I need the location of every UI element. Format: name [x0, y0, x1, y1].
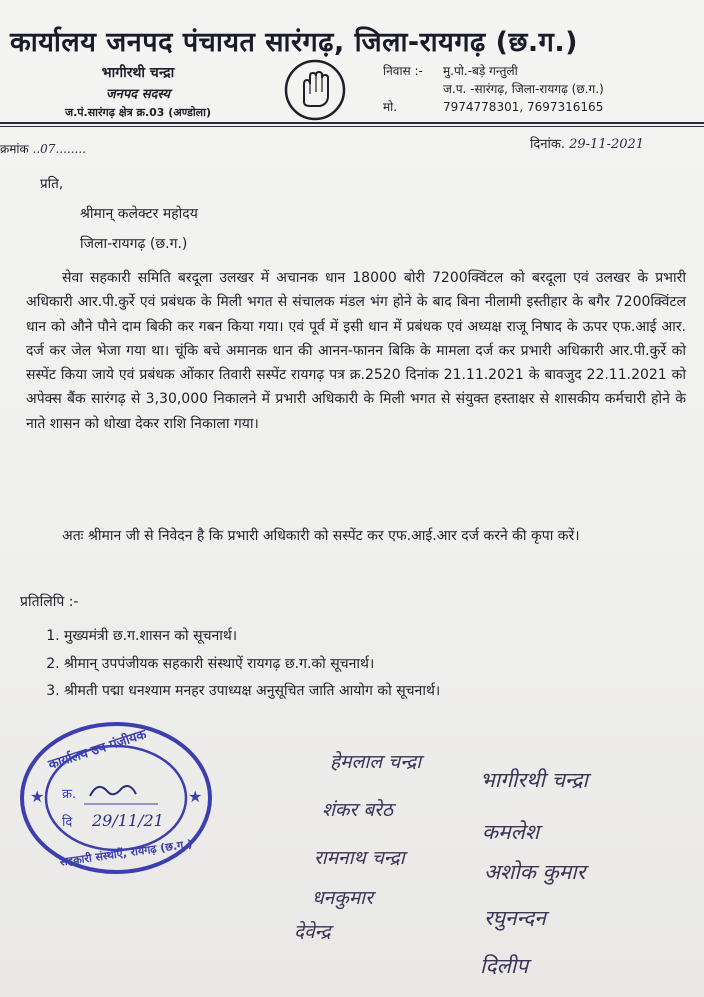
header-rule-thin	[0, 126, 704, 127]
signature: अशोक कुमार	[484, 860, 586, 884]
signature: दिलीप	[480, 954, 529, 978]
phone-numbers: 7974778301, 7697316165	[443, 100, 604, 114]
address-line-2: ज.प. -सारंगढ़, जिला-रायगढ़ (छ.ग.)	[443, 82, 604, 96]
stamp-star-icon: ★	[30, 787, 45, 806]
address-block	[383, 62, 701, 116]
stamp-di-label: दि	[62, 815, 73, 830]
address-label: निवास :-	[383, 64, 423, 78]
body-paragraph-1: सेवा सहकारी समिति बरदूला उलखर में अचानक धान 18000 बोरी 7200क्विंटल को बरदूला एवं उलखर के प्रभारी अधिकारी आर.पी.कुर्रे एवं प्रबंधक के मिली भगत से संचालक मंडल भंग होने के बाद बिना नीलामी इस्तीहार के बगैर 7200क्विंटल धान को औने पौने दाम बिकी कर गबन किया गया। एवं पूर्व में इसी धान में प्रबंधक एवं अध्यक्ष राजू निषाद के ऊपर एफ.आई आर. दर्ज कर जेल भेजा गया था। चूंकि बचे अमानक धान की आनन-फानन बिकि के मामला दर्ज कर प्रभारी अधिकारी आर.पी.कुर्रे को सस्पेंट किया जाये एवं प्रबंधक ओंकार तिवारी सस्पेंट रायगढ़ पत्र क्र.2520 दिनांक 21.11.2021 के बावजुद 22.11.2021 को अपेक्स बैंक सारंगढ़ से 3,30,000 निकालने में प्रभारी अधिकारी के मिली भगत से संयुक्त हस्ताक्षर से शासकीय कर्मचारी होने के नाते शासन को धोखा देकर राशि निकाला गया।	[26, 270, 686, 432]
signature: धनकुमार	[312, 887, 373, 909]
signature: भागीरथी चन्द्रा	[480, 768, 588, 792]
sender-name: भागीरथी चन्द्रा	[101, 65, 175, 81]
sender-area: ज.पं.सारंगढ़ क्षेत्र क्र.03 (अण्डोला)	[64, 106, 212, 119]
signature: देवेन्द्र	[294, 921, 331, 943]
dinank-value: 29-11-2021	[569, 137, 645, 152]
signature: हेमलाल चन्द्रा	[330, 751, 422, 773]
recipient: श्रीमान् कलेक्टर महोदय	[80, 206, 198, 222]
list-item: 3. श्रीमती पद्मा धनश्याम मनहर उपाध्यक्ष अनुसूचित जाति आयोग को सूचनार्थ।	[64, 678, 704, 706]
stamp-bottom-text: सहकारी संस्थाऐं, रायगढ़ (छ.ग.)	[59, 837, 194, 869]
sender-block	[18, 63, 258, 120]
signature: कमलेश	[482, 820, 540, 844]
signature: रघुनन्दन	[484, 906, 546, 930]
copy-list	[20, 623, 704, 706]
kramank-label: क्रमांक	[0, 142, 29, 156]
stamp-top-text: कार्यालय उप पंजीयक	[46, 727, 149, 773]
signature: रामनाथ चन्द्रा	[314, 847, 405, 869]
phone-label: मो.	[383, 100, 398, 114]
list-item: 2. श्रीमान् उपपंजीयक सहकारी संस्थाऐं रायगढ़ छ.ग.को सूचनार्थ।	[64, 651, 704, 679]
dinank-label: दिनांक.	[530, 137, 565, 152]
copy-heading: प्रतिलिपि :-	[20, 594, 79, 610]
address-line-1: मु.पो.-बड़े गन्तुली	[443, 64, 518, 78]
signature: शंकर बरेठ	[322, 799, 393, 821]
body-paragraph-2: अतः श्रीमान जी से निवेदन है कि प्रभारी अधिकारी को सस्पेंट कर एफ.आई.आर दर्ज करने की कृपा करें।	[62, 528, 580, 544]
prati: प्रति,	[40, 176, 64, 192]
sender-role: जनपद सदस्य	[106, 87, 170, 102]
reference-number	[0, 140, 86, 157]
office-stamp	[18, 718, 214, 878]
hand-symbol-logo-icon	[280, 58, 350, 122]
kramank-value: ..07........	[32, 142, 86, 156]
letter-date	[530, 134, 644, 152]
header-rule	[0, 122, 704, 124]
recipient-district: जिला-रायगढ़ (छ.ग.)	[80, 236, 188, 252]
office-title: कार्यालय जनपद पंचायत सारंगढ़, जिला-रायगढ़ (छ.ग.)	[10, 27, 578, 58]
stamp-kr-label: क्र.	[62, 787, 77, 802]
stamp-star-icon: ★	[188, 787, 203, 806]
stamp-date: 29/11/21	[92, 811, 164, 830]
list-item: 1. मुख्यमंत्री छ.ग.शासन को सूचनार्थ।	[64, 623, 704, 651]
